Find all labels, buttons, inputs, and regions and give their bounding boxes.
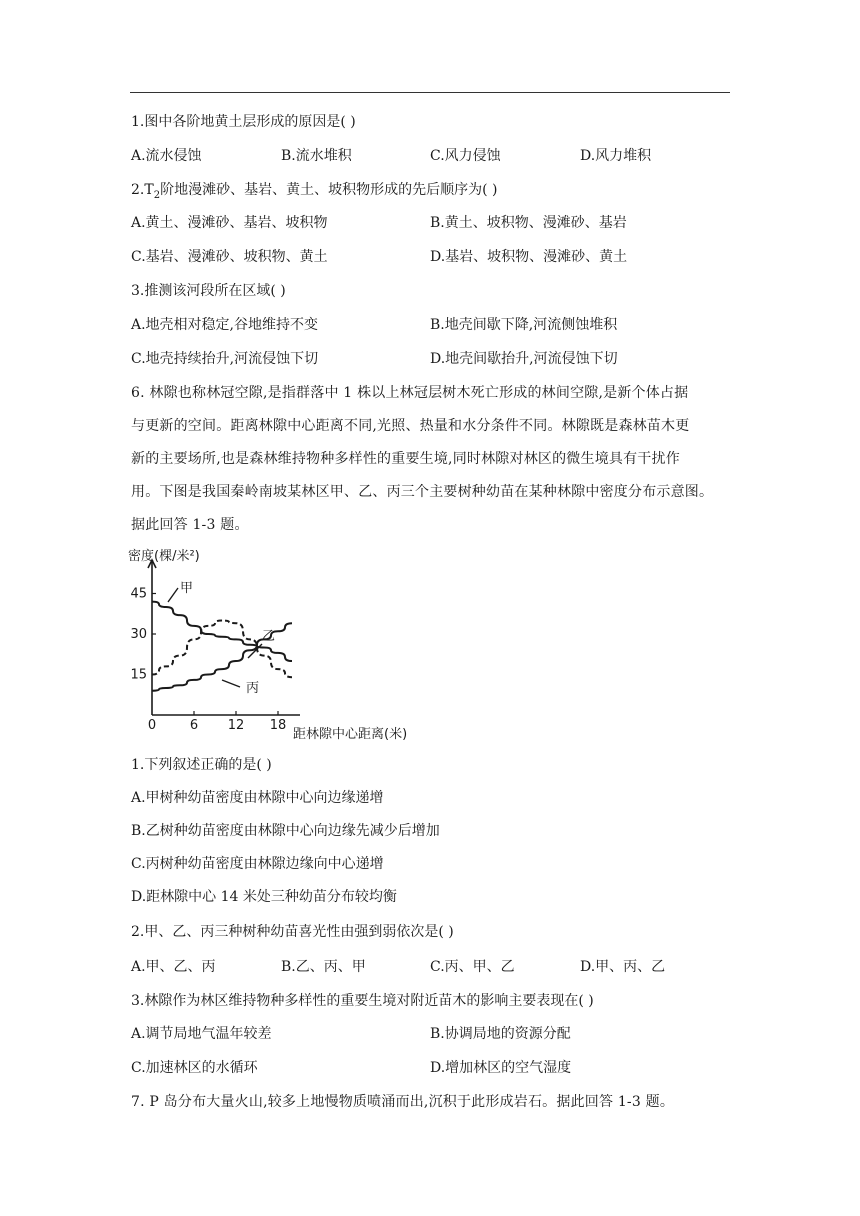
y-tick-label: 15 — [130, 667, 147, 683]
q2-option-d: D.基岩、坡积物、漫滩砂、黄土 — [430, 249, 628, 265]
q2-stem: $2.T_2$阶地漫滩砂、基岩、黄土、坡积物形成的先后顺序为( ) — [131, 182, 498, 201]
q2-option-a: A.黄土、漫滩砂、基岩、坡积物 — [131, 215, 328, 231]
seedling-density-chart — [128, 540, 428, 750]
chart-x-axis-label: 距林隙中心距离(米) — [293, 727, 408, 742]
q3-option-a: A.地壳相对稳定,谷地维持不变 — [131, 317, 319, 333]
chart-ticks — [130, 587, 286, 734]
chart-y-axis-label: 密度(棵/米²) — [128, 549, 200, 564]
x-tick-label: 12 — [227, 718, 245, 733]
series-label: 丙 — [246, 681, 260, 696]
q6-3-stem: 3.林隙作为林区维持物种多样性的重要生境对附近苗木的影响主要表现在( ) — [131, 993, 594, 1009]
chart-series — [152, 602, 292, 691]
q6-2-option-c: C.丙、甲、乙 — [430, 959, 515, 975]
q1-option-b: B.流水堆积 — [281, 148, 352, 164]
q6-1-stem: 1.下列叙述正确的是( ) — [131, 757, 272, 773]
q6-1-option-d: D.距林隙中心 14 米处三种幼苗分布较均衡 — [131, 889, 397, 905]
q1-option-d: D.风力堆积 — [580, 148, 652, 164]
q6-2-option-d: D.甲、丙、乙 — [580, 959, 666, 975]
passage6-line-2: 与更新的空间。距离林隙中心距离不同,光照、热量和水分条件不同。林隙既是森林苗木更 — [131, 418, 690, 434]
q6-2-option-b: B.乙、丙、甲 — [281, 959, 366, 975]
passage7-text: 7. P 岛分布大量火山,较多上地慢物质喷涌而出,沉积于此形成岩石。据此回答 1-3 题。 — [131, 1094, 675, 1110]
q6-3-option-a: A.调节局地气温年较差 — [131, 1026, 272, 1042]
q1-option-a: A.流水侵蚀 — [131, 148, 202, 164]
x-tick-label: 6 — [189, 718, 199, 733]
series-label: 甲 — [180, 581, 194, 596]
passage6-line-1: 6. 林隙也称林冠空隙,是指群落中 1 株以上林冠层树木死亡形成的林间空隙,是新个体占据 — [131, 385, 689, 401]
q6-3-option-d: D.增加林区的空气湿度 — [430, 1060, 572, 1076]
q6-2-stem: 2.甲、乙、丙三种树种幼苗喜光性由强到弱依次是( ) — [131, 924, 454, 940]
q3-option-c: C.地壳持续抬升,河流侵蚀下切 — [131, 351, 319, 367]
q3-stem: 3.推测该河段所在区域( ) — [131, 283, 286, 299]
q1-stem: 1.图中各阶地黄土层形成的原因是( ) — [131, 114, 356, 130]
q6-1-option-c: C.丙树种幼苗密度由林隙边缘向中心递增 — [131, 856, 384, 872]
q3-option-b: B.地壳间歇下降,河流侧蚀堆积 — [430, 317, 618, 333]
q1-option-c: C.风力侵蚀 — [430, 148, 501, 164]
x-tick-label: 0 — [147, 718, 157, 733]
series-label-pointer — [222, 680, 240, 687]
q3-option-d: D.地壳间歇抬升,河流侵蚀下切 — [430, 351, 618, 367]
q6-3-option-c: C.加速林区的水循环 — [131, 1060, 258, 1076]
y-tick-label: 30 — [130, 627, 147, 642]
q6-2-option-a: A.甲、乙、丙 — [131, 959, 216, 975]
passage6-line-5: 据此回答 1-3 题。 — [131, 517, 249, 533]
q6-1-option-b: B.乙树种幼苗密度由林隙中心向边缘先减少后增加 — [131, 823, 440, 839]
series-label-pointer — [168, 588, 178, 602]
x-tick-label: 18 — [269, 718, 287, 733]
q2-option-b: B.黄土、坡积物、漫滩砂、基岩 — [430, 215, 627, 231]
series-label: 乙 — [262, 629, 276, 644]
q2-option-c: C.基岩、漫滩砂、坡积物、黄土 — [131, 249, 328, 265]
q6-1-option-a: A.甲树种幼苗密度由林隙中心向边缘递增 — [131, 790, 384, 806]
chart-series-labels — [168, 581, 275, 696]
y-tick-label: 45 — [130, 586, 147, 602]
passage6-line-3: 新的主要场所,也是森林维持物种多样性的重要生境,同时林隙对林区的微生境具有干扰作 — [131, 451, 680, 467]
passage6-line-4: 用。下图是我国秦岭南坡某林区甲、乙、丙三个主要树种幼苗在某种林隙中密度分布示意图。 — [131, 484, 714, 500]
header-rule — [130, 92, 730, 93]
q6-3-option-b: B.协调局地的资源分配 — [430, 1026, 571, 1042]
